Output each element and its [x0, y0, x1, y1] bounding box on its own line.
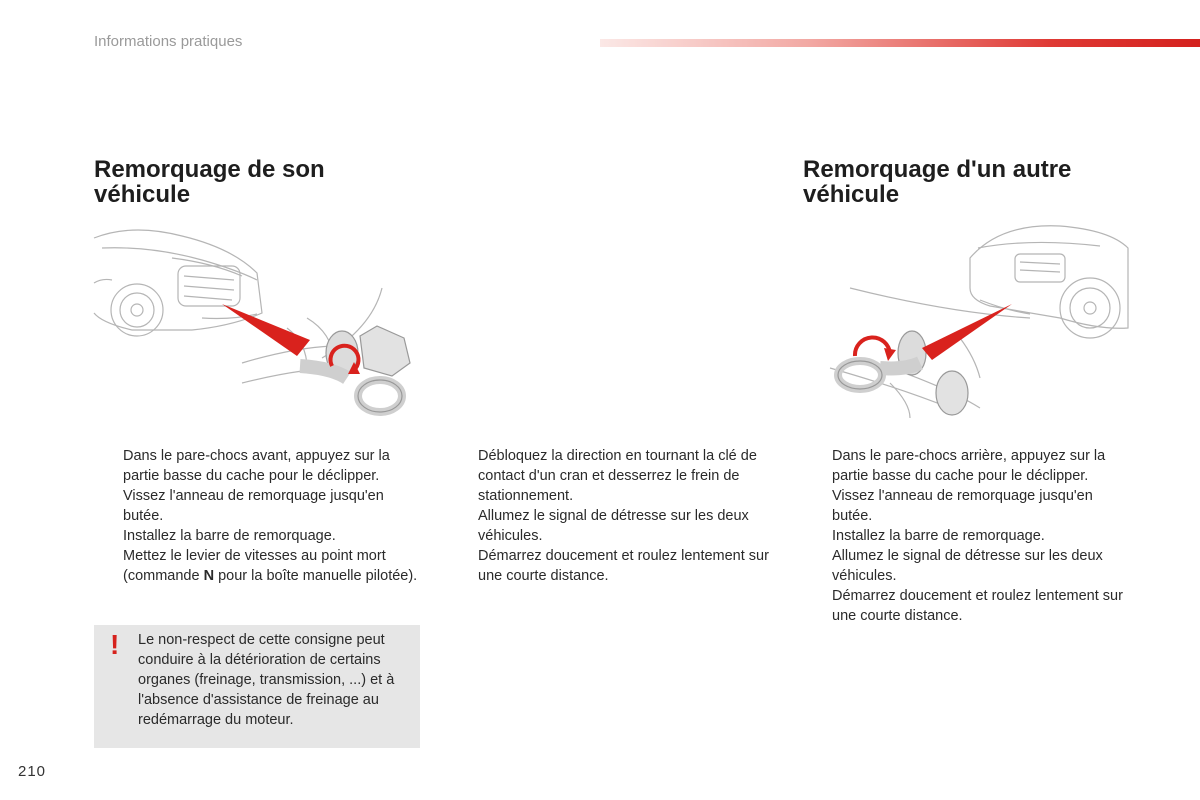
list-item: Mettez le levier de vitesses au point mort (commande N pour la boîte manuelle pilotée).: [123, 548, 418, 584]
front-towing-steps: [94, 446, 419, 586]
front-towing-illustration: [92, 218, 422, 418]
list-item: Vissez l'anneau de remorquage jusqu'en butée.: [123, 488, 384, 524]
list-item: Vissez l'anneau de remorquage jusqu'en butée.: [832, 488, 1093, 524]
list-item: Installez la barre de remorquage.: [123, 528, 336, 544]
list-item: Installez la barre de remorquage.: [832, 528, 1045, 544]
warning-box: [94, 625, 420, 748]
exclamation-icon: !: [110, 629, 120, 660]
rear-towing-steps: [803, 446, 1133, 626]
title-rear-towing: Remorquage d'un autre véhicule: [803, 156, 1072, 208]
list-item: Démarrez doucement et roulez lentement sur une courte distance.: [832, 588, 1123, 624]
list-item: Allumez le signal de détresse sur les deux véhicules.: [832, 548, 1103, 584]
section-label: Informations pratiques: [94, 33, 243, 50]
towing-procedure-steps: [449, 446, 779, 586]
list-item: Dans le pare-chocs avant, appuyez sur la partie basse du cache pour le déclipper.: [123, 448, 390, 484]
list-item: Démarrez doucement et roulez lentement sur une courte distance.: [478, 548, 769, 584]
list-item: Dans le pare-chocs arrière, appuyez sur la partie basse du cache pour le déclipper.: [832, 448, 1106, 484]
title-front-towing: Remorquage de son véhicule: [94, 156, 325, 208]
rear-towing-illustration: [800, 218, 1130, 418]
list-item: Allumez le signal de détresse sur les deux véhicules.: [478, 508, 749, 544]
list-item: Débloquez la direction en tournant la clé de contact d'un cran et desserrez le frein de stationnement.: [478, 448, 757, 504]
page-number: 210: [18, 763, 47, 780]
header-accent-bar: [600, 39, 1200, 47]
warning-text: Le non-respect de cette consigne peut conduire à la détérioration de certains organes (freinage, transmission, ...) et à l'absence d'assistance de freinage au redémarrage du moteur.: [138, 632, 395, 728]
